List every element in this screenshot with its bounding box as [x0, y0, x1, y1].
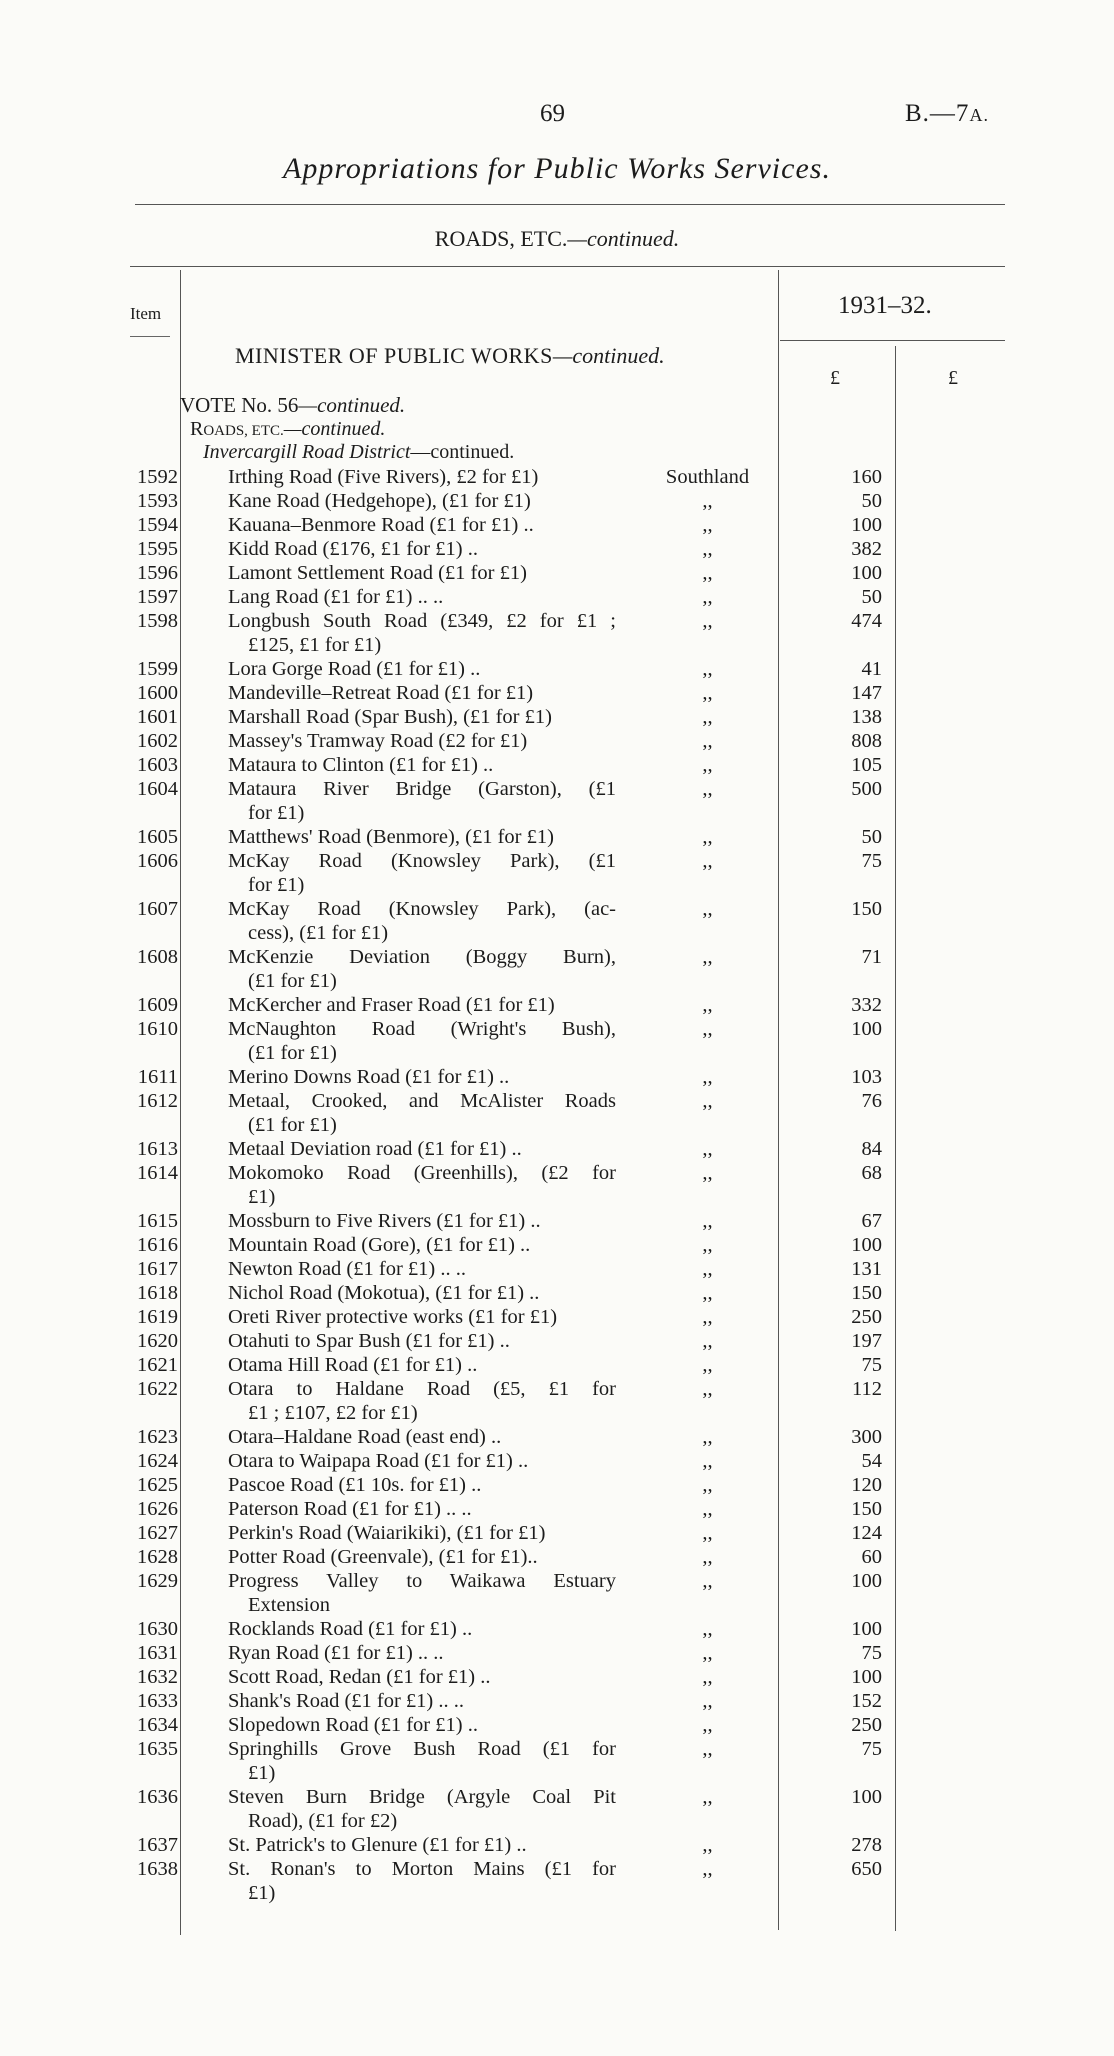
item-description-text: Oreti River protective works (£1 for £1)	[228, 1306, 558, 1328]
item-district: ,,	[702, 730, 713, 752]
item-amount: 71	[861, 946, 882, 968]
item-district: ,,	[702, 658, 713, 680]
item-description-text: Pascoe Road (£1 10s. for £1) ..	[228, 1474, 482, 1496]
item-description	[228, 489, 616, 513]
item-number: 1631	[137, 1642, 178, 1664]
item-amount: 120	[851, 1474, 882, 1496]
item-amount: 147	[851, 682, 882, 704]
item-amount: 150	[851, 1498, 882, 1520]
roads-subheading-small: OADS, ETC.	[203, 423, 284, 439]
item-number: 1609	[137, 994, 178, 1016]
item-amount: 278	[851, 1834, 882, 1856]
item-description	[228, 897, 616, 945]
minister-heading-main: MINISTER OF PUBLIC WORKS	[235, 343, 553, 368]
doc-ref-suffix: A	[969, 105, 984, 125]
vote-heading	[180, 393, 405, 418]
roads-subheading	[190, 418, 385, 441]
item-number: 1633	[137, 1690, 178, 1712]
item-description	[228, 1713, 616, 1737]
item-number: 1630	[137, 1618, 178, 1640]
item-description-text: McNaughton Road (Wright's Bush),	[228, 1018, 616, 1040]
item-description-text: McKay Road (Knowsley Park), (£1	[228, 850, 616, 872]
item-amount: 105	[851, 754, 882, 776]
section-title-suffix: —continued.	[567, 226, 680, 251]
item-description-continuation: for £1)	[248, 874, 305, 896]
item-amount: 332	[851, 994, 882, 1016]
section-title	[0, 226, 1114, 252]
page-number: 69	[540, 100, 565, 127]
item-district: ,,	[702, 1354, 713, 1376]
item-district: ,,	[702, 946, 713, 968]
item-district: ,,	[702, 1834, 713, 1856]
item-description-text: Otara to Waipapa Road (£1 for £1) ..	[228, 1450, 529, 1472]
item-district: ,,	[702, 778, 713, 800]
item-description-text: Otara–Haldane Road (east end) ..	[228, 1426, 502, 1448]
item-description	[228, 561, 616, 585]
item-description	[228, 993, 616, 1017]
item-district: ,,	[702, 1282, 713, 1304]
item-district: ,,	[702, 490, 713, 512]
item-number: 1598	[137, 610, 178, 632]
item-district: ,,	[702, 850, 713, 872]
item-number: 1615	[137, 1210, 178, 1232]
item-description	[228, 1377, 616, 1425]
title-rule	[135, 204, 1005, 205]
item-number: 1618	[137, 1282, 178, 1304]
item-description-text: Ryan Road (£1 for £1) .. ..	[228, 1642, 444, 1664]
minister-heading	[235, 343, 665, 369]
item-description-text: Matthews' Road (Benmore), (£1 for £1)	[228, 826, 554, 848]
item-amount: 75	[861, 1738, 882, 1760]
item-district: ,,	[702, 1258, 713, 1280]
description-column-divider	[778, 270, 779, 1930]
item-description-text: Metaal Deviation road (£1 for £1) ..	[228, 1138, 522, 1160]
item-district: ,,	[702, 1498, 713, 1520]
item-number: 1597	[137, 586, 178, 608]
item-district: ,,	[702, 1330, 713, 1352]
item-amount: 100	[851, 1570, 882, 1592]
item-amount: 808	[851, 730, 882, 752]
item-description	[228, 1617, 616, 1641]
item-amount: 500	[851, 778, 882, 800]
item-column-divider	[180, 270, 181, 1935]
item-amount: 50	[861, 586, 882, 608]
item-number: 1596	[137, 562, 178, 584]
item-description	[228, 609, 616, 657]
item-description	[228, 729, 616, 753]
item-number: 1601	[137, 706, 178, 728]
item-number: 1602	[137, 730, 178, 752]
item-description-text: Perkin's Road (Waiarikiki), (£1 for £1)	[228, 1522, 546, 1544]
item-amount: 100	[851, 1786, 882, 1808]
item-description	[228, 825, 616, 849]
item-description	[228, 1569, 616, 1617]
item-description	[228, 657, 616, 681]
item-description	[228, 513, 616, 537]
item-description	[228, 681, 616, 705]
item-description-text: Progress Valley to Waikawa Estuary	[228, 1570, 616, 1592]
item-number: 1608	[137, 946, 178, 968]
item-number: 1604	[137, 778, 178, 800]
item-district: ,,	[702, 706, 713, 728]
item-amount: 75	[861, 1354, 882, 1376]
item-number: 1611	[137, 1066, 178, 1088]
item-amount: 50	[861, 826, 882, 848]
amount-column-divider	[895, 346, 896, 1931]
item-description-text: Slopedown Road (£1 for £1) ..	[228, 1714, 478, 1736]
item-number: 1627	[137, 1522, 178, 1544]
item-description-text: Shank's Road (£1 for £1) .. ..	[228, 1690, 465, 1712]
item-description	[228, 1689, 616, 1713]
item-district: ,,	[702, 1546, 713, 1568]
item-description-text: McKay Road (Knowsley Park), (ac-	[228, 898, 616, 920]
minister-heading-suffix: —continued.	[552, 343, 665, 368]
item-description-text: Mokomoko Road (Greenhills), (£2 for	[228, 1162, 616, 1184]
item-district: ,,	[702, 994, 713, 1016]
item-amount: 131	[851, 1258, 882, 1280]
item-district: ,,	[702, 1858, 713, 1880]
item-district: ,,	[702, 1378, 713, 1400]
item-description-continuation: £1)	[248, 1882, 276, 1904]
item-description	[228, 1833, 616, 1857]
item-description-text: McKenzie Deviation (Boggy Burn),	[228, 946, 616, 968]
item-description	[228, 1497, 616, 1521]
item-description-text: Scott Road, Redan (£1 for £1) ..	[228, 1666, 491, 1688]
item-description	[228, 1785, 616, 1833]
item-description-text: Mossburn to Five Rivers (£1 for £1) ..	[228, 1210, 541, 1232]
item-amount: 152	[851, 1690, 882, 1712]
roads-subheading-prefix: R	[190, 418, 204, 440]
item-description	[228, 1425, 616, 1449]
item-district: ,,	[702, 682, 713, 704]
item-amount: 75	[861, 1642, 882, 1664]
item-header-rule	[130, 336, 170, 337]
item-description-text: Newton Road (£1 for £1) .. ..	[228, 1258, 466, 1280]
item-number: 1603	[137, 754, 178, 776]
item-district: ,,	[702, 1426, 713, 1448]
item-amount: 112	[852, 1378, 882, 1400]
item-number: 1595	[137, 538, 178, 560]
item-district: ,,	[702, 1474, 713, 1496]
item-description	[228, 1209, 616, 1233]
item-number: 1594	[137, 514, 178, 536]
item-district: ,,	[702, 1066, 713, 1088]
item-district: ,,	[702, 514, 713, 536]
item-amount: 54	[861, 1450, 882, 1472]
item-number: 1614	[137, 1162, 178, 1184]
item-description-continuation: £125, £1 for £1)	[248, 634, 382, 656]
item-description-text: Mataura River Bridge (Garston), (£1	[228, 778, 616, 800]
district-heading-suffix: —continued.	[410, 441, 515, 463]
item-description	[228, 1137, 616, 1161]
doc-ref-dot: .	[983, 105, 989, 125]
item-description	[228, 1665, 616, 1689]
vote-heading-suffix: —continued.	[298, 393, 406, 417]
item-description	[228, 1233, 616, 1257]
item-number: 1600	[137, 682, 178, 704]
item-amount: 100	[851, 514, 882, 536]
item-description	[228, 1641, 616, 1665]
item-description-text: Otara to Haldane Road (£5, £1 for	[228, 1378, 616, 1400]
item-amount: 50	[861, 490, 882, 512]
item-description	[228, 585, 616, 609]
item-number: 1628	[137, 1546, 178, 1568]
item-district: ,,	[702, 1642, 713, 1664]
item-district: ,,	[702, 826, 713, 848]
item-number: 1629	[137, 1570, 178, 1592]
item-description	[228, 465, 616, 489]
doc-ref-main: B.—7	[905, 100, 970, 127]
item-number: 1606	[137, 850, 178, 872]
item-number: 1637	[137, 1834, 178, 1856]
item-amount: 138	[851, 706, 882, 728]
item-number: 1599	[137, 658, 178, 680]
item-description-text: Metaal, Crooked, and McAlister Roads	[228, 1090, 616, 1112]
item-description-text: Irthing Road (Five Rivers), £2 for £1)	[228, 466, 539, 488]
item-district: ,,	[702, 1714, 713, 1736]
item-description	[228, 777, 616, 825]
item-description-text: Mataura to Clinton (£1 for £1) ..	[228, 754, 494, 776]
item-number: 1616	[137, 1234, 178, 1256]
item-description-text: Otama Hill Road (£1 for £1) ..	[228, 1354, 478, 1376]
item-description-text: St. Ronan's to Morton Mains (£1 for	[228, 1858, 616, 1880]
item-number: 1593	[137, 490, 178, 512]
item-description-text: Paterson Road (£1 for £1) .. ..	[228, 1498, 472, 1520]
item-description-text: Nichol Road (Mokotua), (£1 for £1) ..	[228, 1282, 540, 1304]
item-description-text: Springhills Grove Bush Road (£1 for	[228, 1738, 616, 1760]
item-amount: 100	[851, 1234, 882, 1256]
item-district: Southland	[665, 466, 750, 488]
district-heading-main: Invercargill Road District	[203, 441, 411, 463]
year-column-header: 1931–32.	[838, 292, 932, 319]
item-description-continuation: (£1 for £1)	[248, 1114, 337, 1136]
item-amount: 300	[851, 1426, 882, 1448]
item-amount: 382	[851, 538, 882, 560]
item-amount: 650	[851, 1858, 882, 1880]
item-description-continuation: £1)	[248, 1762, 276, 1784]
item-number: 1613	[137, 1138, 178, 1160]
item-description	[228, 1161, 616, 1209]
item-amount: 84	[861, 1138, 882, 1160]
item-number: 1638	[137, 1858, 178, 1880]
item-description-continuation: (£1 for £1)	[248, 970, 337, 992]
section-title-main: ROADS, ETC.	[434, 226, 568, 251]
item-number: 1621	[137, 1354, 178, 1376]
district-heading	[203, 441, 514, 464]
table-top-rule	[130, 266, 1005, 267]
item-number: 1625	[137, 1474, 178, 1496]
item-amount: 150	[851, 898, 882, 920]
item-description-text: Marshall Road (Spar Bush), (£1 for £1)	[228, 706, 552, 728]
item-description	[228, 1065, 616, 1089]
item-district: ,,	[702, 1138, 713, 1160]
item-description-text: Otahuti to Spar Bush (£1 for £1) ..	[228, 1330, 510, 1352]
item-amount: 100	[851, 562, 882, 584]
item-description	[228, 1257, 616, 1281]
item-district: ,,	[702, 1090, 713, 1112]
item-description-continuation: (£1 for £1)	[248, 1042, 337, 1064]
item-amount: 250	[851, 1306, 882, 1328]
item-amount: 160	[851, 466, 882, 488]
item-district: ,,	[702, 898, 713, 920]
item-description	[228, 753, 616, 777]
year-header-rule	[780, 340, 1005, 341]
item-amount: 67	[861, 1210, 882, 1232]
item-amount: 68	[861, 1162, 882, 1184]
item-number: 1636	[137, 1786, 178, 1808]
item-description-text: Potter Road (Greenvale), (£1 for £1)..	[228, 1546, 538, 1568]
item-description-continuation: cess), (£1 for £1)	[248, 922, 389, 944]
item-number: 1626	[137, 1498, 178, 1520]
item-district: ,,	[702, 1162, 713, 1184]
item-description-text: St. Patrick's to Glenure (£1 for £1) ..	[228, 1834, 527, 1856]
item-amount: 150	[851, 1282, 882, 1304]
item-column-header: Item	[130, 304, 162, 323]
item-description	[228, 1521, 616, 1545]
item-description	[228, 1545, 616, 1569]
item-description-text: Mandeville–Retreat Road (£1 for £1)	[228, 682, 534, 704]
item-description-continuation: for £1)	[248, 802, 305, 824]
item-description-text: Steven Burn Bridge (Argyle Coal Pit	[228, 1786, 616, 1808]
pound-unit-col1: £	[830, 367, 840, 389]
item-description	[228, 849, 616, 897]
item-description-text: Merino Downs Road (£1 for £1) ..	[228, 1066, 510, 1088]
item-district: ,,	[702, 1450, 713, 1472]
item-district: ,,	[702, 1786, 713, 1808]
item-amount: 100	[851, 1666, 882, 1688]
item-district: ,,	[702, 1570, 713, 1592]
item-amount: 100	[851, 1018, 882, 1040]
item-district: ,,	[702, 586, 713, 608]
pound-unit-col2: £	[948, 367, 958, 389]
item-description	[228, 1857, 616, 1905]
item-number: 1605	[137, 826, 178, 848]
item-district: ,,	[702, 562, 713, 584]
item-description	[228, 1353, 616, 1377]
item-description-text: McKercher and Fraser Road (£1 for £1)	[228, 994, 555, 1016]
item-description	[228, 1329, 616, 1353]
item-district: ,,	[702, 610, 713, 632]
item-district: ,,	[702, 1522, 713, 1544]
item-district: ,,	[702, 1306, 713, 1328]
item-description-continuation: £1)	[248, 1186, 276, 1208]
item-number: 1620	[137, 1330, 178, 1352]
item-description-text: Kane Road (Hedgehope), (£1 for £1)	[228, 490, 531, 512]
item-number: 1607	[137, 898, 178, 920]
roads-subheading-suffix: —continued.	[283, 418, 386, 440]
item-district: ,,	[702, 1018, 713, 1040]
item-description	[228, 1305, 616, 1329]
item-number: 1624	[137, 1450, 178, 1472]
item-description	[228, 1473, 616, 1497]
item-amount: 124	[851, 1522, 882, 1544]
item-amount: 100	[851, 1618, 882, 1640]
item-amount: 76	[861, 1090, 882, 1112]
item-number: 1617	[137, 1258, 178, 1280]
item-district: ,,	[702, 1618, 713, 1640]
page-title: Appropriations for Public Works Services.	[283, 152, 831, 185]
document-reference	[905, 100, 989, 128]
item-description	[228, 537, 616, 561]
item-number: 1634	[137, 1714, 178, 1736]
item-amount: 250	[851, 1714, 882, 1736]
vote-heading-main: VOTE No. 56	[180, 393, 299, 417]
item-number: 1622	[137, 1378, 178, 1400]
item-amount: 197	[851, 1330, 882, 1352]
item-description	[228, 705, 616, 729]
item-description	[228, 945, 616, 993]
item-description-continuation: £1 ; £107, £2 for £1)	[248, 1402, 418, 1424]
item-amount: 103	[851, 1066, 882, 1088]
item-district: ,,	[702, 1690, 713, 1712]
item-number: 1632	[137, 1666, 178, 1688]
item-amount: 474	[851, 610, 882, 632]
item-district: ,,	[702, 1666, 713, 1688]
item-district: ,,	[702, 538, 713, 560]
item-district: ,,	[702, 1738, 713, 1760]
item-description-text: Lamont Settlement Road (£1 for £1)	[228, 562, 527, 584]
item-number: 1612	[137, 1090, 178, 1112]
item-description-text: Kauana–Benmore Road (£1 for £1) ..	[228, 514, 534, 536]
item-district: ,,	[702, 1210, 713, 1232]
item-description-continuation: Extension	[248, 1594, 330, 1616]
item-description-text: Longbush South Road (£349, £2 for £1 ;	[228, 610, 616, 632]
item-description-text: Lang Road (£1 for £1) .. ..	[228, 586, 444, 608]
item-description-continuation: Road), (£1 for £2)	[248, 1810, 398, 1832]
item-amount: 60	[861, 1546, 882, 1568]
item-description	[228, 1281, 616, 1305]
item-description-text: Lora Gorge Road (£1 for £1) ..	[228, 658, 481, 680]
item-description	[228, 1017, 616, 1065]
item-district: ,,	[702, 1234, 713, 1256]
item-description	[228, 1089, 616, 1137]
item-description-text: Kidd Road (£176, £1 for £1) ..	[228, 538, 478, 560]
item-district: ,,	[702, 754, 713, 776]
item-number: 1623	[137, 1426, 178, 1448]
item-description-text: Mountain Road (Gore), (£1 for £1) ..	[228, 1234, 531, 1256]
item-description-text: Massey's Tramway Road (£2 for £1)	[228, 730, 528, 752]
item-number: 1619	[137, 1306, 178, 1328]
item-description-text: Rocklands Road (£1 for £1) ..	[228, 1618, 473, 1640]
item-number: 1610	[137, 1018, 178, 1040]
item-number: 1592	[137, 466, 178, 488]
item-description	[228, 1737, 616, 1785]
item-amount: 41	[861, 658, 882, 680]
item-number: 1635	[137, 1738, 178, 1760]
item-description	[228, 1449, 616, 1473]
item-amount: 75	[861, 850, 882, 872]
